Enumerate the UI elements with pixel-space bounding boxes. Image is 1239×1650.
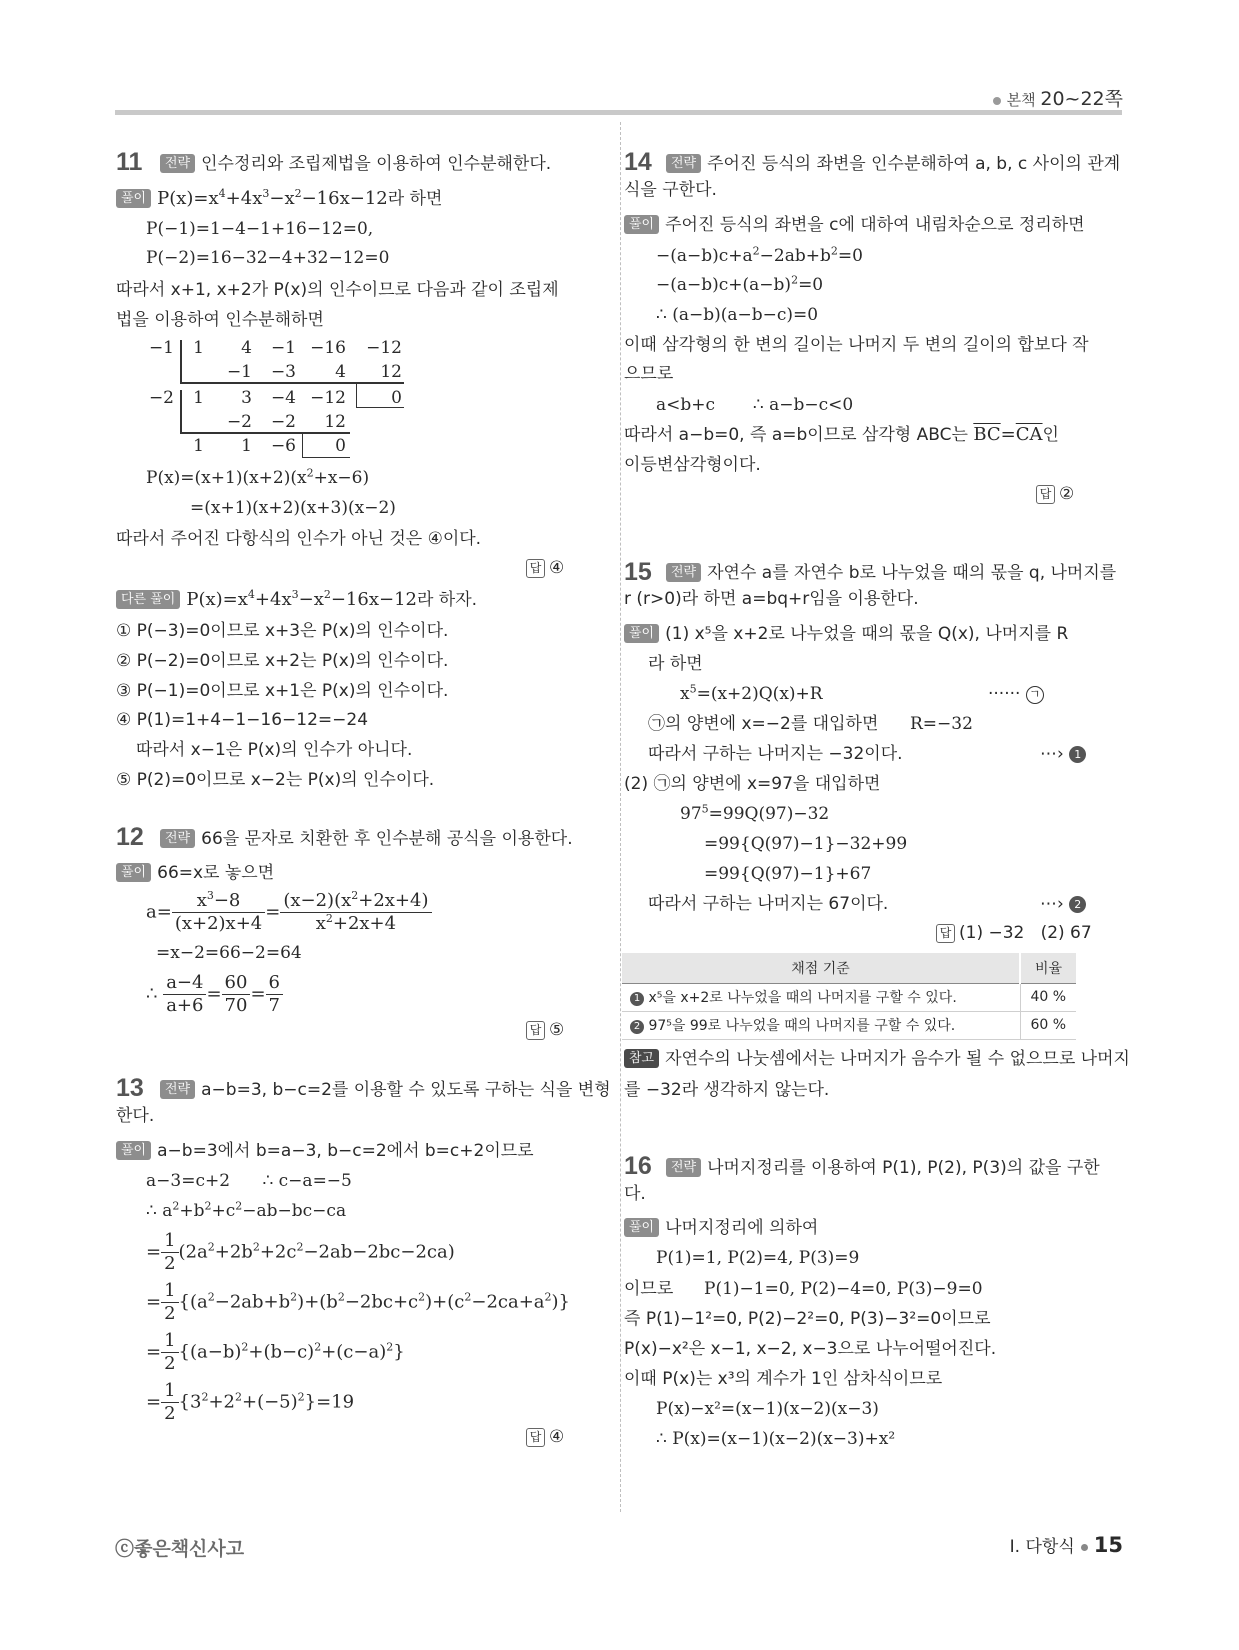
bullet-icon (1081, 1544, 1088, 1551)
strategy-tag: 전략 (160, 154, 195, 173)
q15-strategy-cont: r (r>0)라 하면 a=bq+r임을 이용한다. (624, 589, 919, 609)
bullet-icon (993, 97, 1001, 105)
q16-line6: 이때 P(x)는 x³의 계수가 1인 삼차식이므로 (624, 1369, 943, 1389)
q16-line1: 풀이 나머지정리에 의하여 (624, 1216, 818, 1240)
q14-strategy-cont: 식을 구한다. (624, 180, 717, 200)
q12-strategy: 전략 66을 문자로 치환한 후 인수분해 공식을 이용한다. (160, 827, 573, 851)
q12-line1: 풀이 66=x로 놓으면 (116, 861, 274, 885)
q15-step1-marker: ⋯› 1 (1040, 742, 1086, 766)
q16-line3b: P(1)−1=0, P(2)−4=0, P(3)−9=0 (704, 1279, 983, 1299)
q14-line1: 풀이 주어진 등식의 좌변을 c에 대하여 내림차순으로 정리하면 (624, 213, 1085, 237)
q16-line2: P(1)=1, P(2)=4, P(3)=9 (656, 1248, 860, 1268)
q13-answer: 답 ④ (526, 1427, 564, 1447)
q12-fraction-line: a= $\frac{x^3-8}{(x+2)x+4}$ = $\frac{(x-2)(x^2+2x+4)}{x^2+2x+4}$ (146, 890, 432, 935)
q16-line4: 즉 P(1)−1²=0, P(2)−2²=0, P(3)−3²=0이므로 (624, 1309, 991, 1329)
q15-line10: 따라서 구하는 나머지는 67이다. (648, 894, 889, 914)
q15-line8: =99{Q(97)−1}−32+99 (704, 834, 908, 854)
q16-line8: ∴ P(x)=(x−1)(x−2)(x−3)+x² (656, 1429, 896, 1449)
header-page-ref (993, 84, 1123, 111)
header-pages: 20~22쪽 (1040, 88, 1123, 110)
q11-line1: 풀이 $P(x)=x^4+4x^3-x^2-16x-12$라 하면 (116, 187, 442, 211)
q15-line7: $97^5=99Q(97)-32$ (680, 802, 830, 824)
q11-line4: 따라서 x+1, x+2가 P(x)의 인수이므로 다음과 같이 조립제 (116, 280, 559, 300)
q11-line2: P(−1)=1−4−1+16−12=0, (146, 219, 374, 239)
q15-line2: 라 하면 (648, 654, 703, 674)
q12-answer: 답 ⑤ (526, 1020, 564, 1040)
note-tag: 참고 (624, 1049, 659, 1068)
q14-line6: 으므로 (624, 364, 674, 384)
q15-line5: 따라서 구하는 나머지는 −32이다. (648, 744, 903, 764)
column-divider (620, 122, 621, 1512)
q16-number: 16 (624, 1152, 652, 1180)
q13-line5: = $\frac{1}{2}$ $\{(a^2-2ab+b^2)+(b^2-2bc+c^2)+(c^2-2ca+a^2)\}$ (146, 1280, 571, 1324)
q15-step2-marker: ⋯› 2 (1040, 892, 1086, 916)
q12-number: 12 (116, 823, 144, 851)
q16-line5: P(x)−x²은 x−1, x−2, x−3으로 나누어떨어진다. (624, 1339, 997, 1359)
q11-alt-item: ③ P(−1)=0이므로 x+1은 P(x)의 인수이다. (116, 681, 449, 701)
q13-line3: ∴ $a^2+b^2+c^2-ab-bc-ca$ (146, 1199, 347, 1221)
q14-strategy: 전략 주어진 등식의 좌변을 인수분해하여 a, b, c 사이의 관계 (666, 152, 1120, 176)
q14-number: 14 (624, 148, 652, 176)
scoring-row: 2 97⁵을 99로 나누었을 때의 나머지를 구할 수 있다. (622, 1011, 1020, 1039)
q11-line5: 법을 이용하여 인수분해하면 (116, 310, 324, 330)
step-1-icon: 1 (1069, 746, 1086, 763)
scoring-header: 채점 기준 (622, 953, 1020, 983)
q11-factor2: =(x+1)(x+2)(x+3)(x−2) (190, 498, 396, 518)
q16-strategy-cont: 다. (624, 1184, 646, 1204)
q15-line4: ㉠의 양변에 x=−2를 대입하면 (648, 714, 879, 734)
q15-strategy: 전략 자연수 a를 자연수 b로 나누었을 때의 몫을 q, 나머지를 (666, 561, 1116, 585)
q11-alt-item: 따라서 x−1은 P(x)의 인수가 아니다. (136, 740, 413, 760)
q14-line8: 따라서 a−b=0, 즉 a=b이므로 삼각형 ABC는 $\overline{BC}=\overline{CA}$인 (624, 424, 1059, 445)
scoring-table (622, 953, 1076, 1040)
q12-result: ∴ $\frac{a-4}{a+6}$ = $\frac{60}{70}$ = $\frac{6}{7}$ (146, 972, 283, 1017)
q15-line6: (2) ㉠의 양변에 x=97을 대입하면 (624, 774, 881, 794)
q11-conclusion: 따라서 주어진 다항식의 인수가 아닌 것은 ④이다. (116, 529, 482, 549)
q14-line3: $-(a-b)c+(a-b)^2=0$ (656, 273, 824, 295)
step-2-icon: 2 (1069, 896, 1086, 913)
q15-note-cont: 를 −32라 생각하지 않는다. (624, 1080, 830, 1100)
q11-alt-line1: 다른 풀이 $P(x)=x^4+4x^3-x^2-16x-12$라 하자. (116, 588, 477, 612)
answer-box-icon: 답 (526, 559, 545, 578)
header-rule (115, 110, 1122, 115)
header-label: 본책 (1006, 91, 1036, 109)
q15-line1: 풀이 (1) x⁵을 x+2로 나누었을 때의 몫을 Q(x), 나머지를 R (624, 622, 1068, 646)
q15-line4-result: R=−32 (910, 714, 973, 734)
q15-line3: $x^5=(x+2)Q(x)+R$ (680, 682, 823, 704)
synthetic-division: −1 1 4 −1 −16 −12 −1 −3 4 12 −2 1 3 −4 −12 0 −2 −2 12 1 1 −6 0 (148, 338, 402, 456)
q16-strategy: 전략 나머지정리를 이용하여 P(1), P(2), P(3)의 값을 구한 (666, 1156, 1100, 1180)
q13-line4: = $\frac{1}{2}$ $(2a^2+2b^2+2c^2-2ab-2bc-2ca)$ (146, 1230, 455, 1274)
q15-eq-marker: ······ ㄱ (988, 682, 1044, 706)
q13-line7: = $\frac{1}{2}$ $\{3^2+2^2+(-5)^2\}=19$ (146, 1380, 355, 1424)
q11-alt-item: ① P(−3)=0이므로 x+3은 P(x)의 인수이다. (116, 621, 449, 641)
footer-page-info (1010, 1532, 1123, 1557)
q14-answer: 답 ② (1036, 484, 1074, 504)
q15-note: 참고 자연수의 나눗셈에서는 나머지가 음수가 될 수 없으므로 나머지 (624, 1047, 1130, 1071)
q13-line6: = $\frac{1}{2}$ $\{(a-b)^2+(b-c)^2+(c-a)^2\}$ (146, 1330, 405, 1374)
q11-line3: P(−2)=16−32−4+32−12=0 (146, 248, 390, 268)
q14-line7: a<b+c ∴ a−b−c<0 (656, 395, 854, 415)
scoring-row: 1 x⁵을 x+2로 나누었을 때의 나머지를 구할 수 있다. (622, 983, 1020, 1011)
q15-number: 15 (624, 558, 652, 586)
q16-line7: P(x)−x²=(x−1)(x−2)(x−3) (656, 1399, 879, 1419)
publisher-logo: ⓒ좋은책신사고 (115, 1538, 245, 1560)
q15-line9: =99{Q(97)−1}+67 (704, 864, 872, 884)
q14-line2: $-(a-b)c+a^2-2ab+b^2=0$ (656, 244, 863, 266)
q13-line1: 풀이 a−b=3에서 b=a−3, b−c=2에서 b=c+2이므로 (116, 1139, 534, 1163)
alt-solution-tag: 다른 풀이 (116, 590, 180, 609)
q13-strategy-cont: 한다. (116, 1106, 155, 1126)
q11-number: 11 (116, 148, 143, 176)
q11-factor1: $P(x)=(x+1)(x+2)(x^2+x-6)$ (146, 466, 370, 488)
q13-number: 13 (116, 1074, 144, 1102)
q16-line3a: 이므로 (624, 1279, 674, 1299)
q11-alt-item: ⑤ P(2)=0이므로 x−2는 P(x)의 인수이다. (116, 770, 435, 790)
q11-alt-item: ④ P(1)=1+4−1−16−12=−24 (116, 710, 369, 730)
page-number: 15 (1093, 1533, 1123, 1557)
q11-alt-item: ② P(−2)=0이므로 x+2는 P(x)의 인수이다. (116, 651, 449, 671)
q14-line4: ∴ (a−b)(a−b−c)=0 (656, 305, 819, 325)
q14-line9: 이등변삼각형이다. (624, 455, 761, 475)
q13-line2: a−3=c+2 ∴ c−a=−5 (146, 1171, 352, 1191)
q13-strategy: 전략 a−b=3, b−c=2를 이용할 수 있도록 구하는 식을 변형 (160, 1078, 611, 1102)
circled-label-icon: ㄱ (1026, 686, 1044, 704)
q15-answer: 답 (1) −32 (2) 67 (936, 923, 1092, 943)
chapter-label: Ⅰ. 다항식 (1009, 1537, 1075, 1557)
q11-strategy: 전략 인수정리와 조립제법을 이용하여 인수분해한다. (160, 152, 551, 176)
solution-tag: 풀이 (116, 189, 151, 208)
q14-line5: 이때 삼각형의 한 변의 길이는 나머지 두 변의 길이의 합보다 작 (624, 335, 1089, 355)
q11-answer: 답 ④ (526, 558, 564, 578)
q12-line3: =x−2=66−2=64 (156, 943, 302, 963)
scoring-ratio: 60 % (1020, 1011, 1076, 1039)
ratio-header: 비율 (1020, 953, 1076, 983)
scoring-ratio: 40 % (1020, 983, 1076, 1011)
